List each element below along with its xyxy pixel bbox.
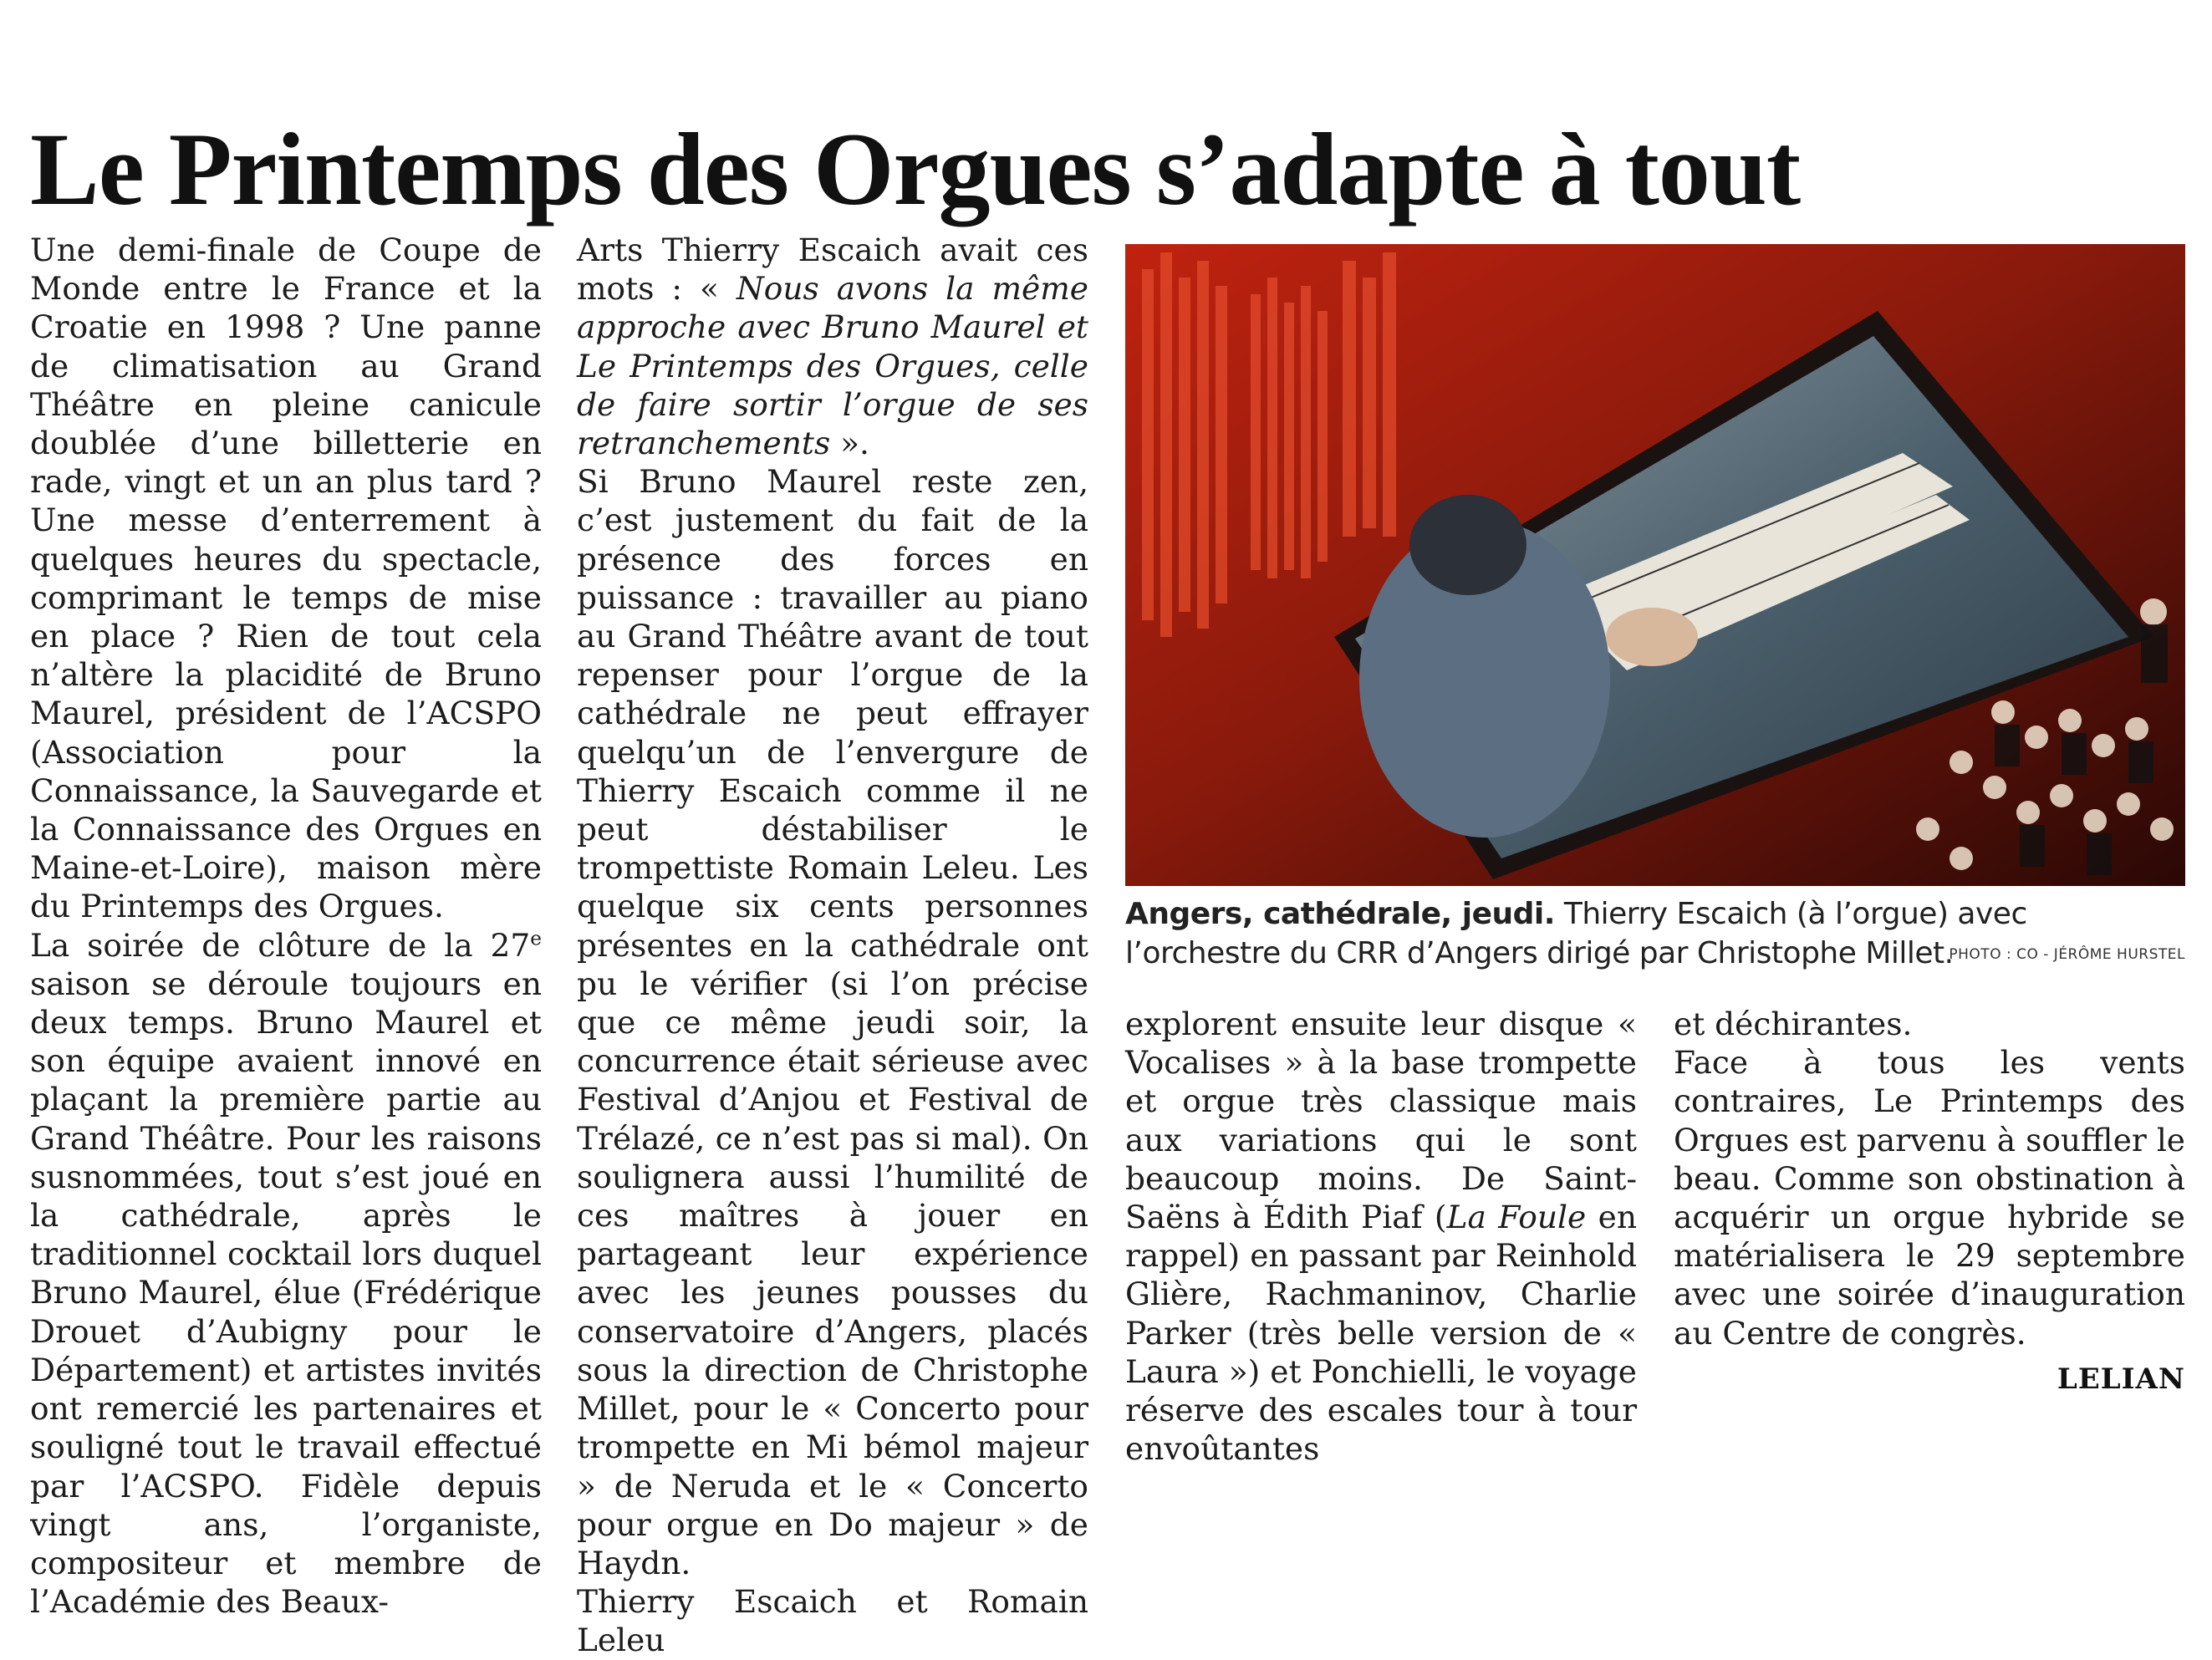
caption-text: Thierry Escaich (à l’orgue) avec l’orchestre du CRR d’Angers dirigé par Christophe Millet. xyxy=(1125,897,2027,970)
paragraph: et déchirantes. xyxy=(1674,1006,1913,1042)
text-run: ». xyxy=(830,425,869,462)
text-run: Arts Thierry Escaich avait ces mots : « xyxy=(577,232,1088,308)
paragraph: Thierry Escaich et Romain Leleu xyxy=(577,1583,1088,1659)
paragraph xyxy=(30,926,542,1622)
paragraph: Si Bruno Maurel reste zen, c’est justement du fait de la présence des forces en puissance : travailler au piano au Grand Théâtre avant de tout repenser pour l’orgue de la cathédrale ne peut effrayer quelqu’un de l’envergure de Thierry Escaich comme il ne peut déstabiliser le trompettiste Romain Leleu. Les quelque six cents personnes présentes en la cathédrale ont pu le vérifier (si l’on précise que ce même jeudi soir, la concurrence était sérieuse avec Festival d’Anjou et Festival de Trélazé, ce n’est pas si mal). On soulignera aussi l’humilité de ces maîtres à jouer en partageant leur expérience avec les jeunes pousses du conservatoire d’Angers, placés sous la direction de Christophe Millet, pour le « Concerto pour trompette en Mi bémol majeur » de Neruda et le « Concerto pour orgue en Do majeur » de Haydn. xyxy=(577,463,1088,1581)
paragraph: Face à tous les vents contraires, Le Printemps des Orgues est parvenu à souffler le beau. Comme son obstination à acquérir un orgue hybride se matérialisera le 29 septembre avec une soirée d’inauguration au Centre de congrès. xyxy=(1674,1044,2185,1352)
article-column-2 xyxy=(577,231,1088,1659)
superscript: e xyxy=(530,927,542,950)
paragraph xyxy=(1125,1005,1637,1468)
cathedral-photo xyxy=(1125,244,2185,886)
text-run: explorent ensuite leur disque « Vocalises » à la base trompette et orgue très classique mais aux variations qui le sont beaucoup moins. De Saint-Saëns à Édith Piaf ( xyxy=(1125,1006,1637,1236)
photo-credit: PHOTO : CO - JÉRÔME HURSTEL xyxy=(1949,946,2185,963)
text-run: La soirée de clôture de la 27 xyxy=(30,926,531,964)
song-title: La Foule xyxy=(1446,1199,1587,1236)
text-run: saison se déroule toujours en deux temps. Bruno Maurel et son équipe avaient innové en plaçant la première partie au Grand Théâtre. Pour les raisons susnommées, tout s’est joué en la cathédrale, après le traditionnel cocktail lors duquel Bruno Maurel, élue (Frédérique Drouet d’Aubigny pour le Département) et artistes invités ont remercié les partenaires et souligné tout le travail effectué par l’ACSPO. Fidèle depuis vingt ans, l’organiste, compositeur et membre de l’Académie des Beaux- xyxy=(30,965,542,1621)
article-column-3 xyxy=(1125,1005,1638,1468)
caption-lead: Angers, cathédrale, jeudi. xyxy=(1125,897,1555,931)
text-run: en rappel) en passant par Reinhold Glière, Rachmaninov, Charlie Parker (très belle version de « Laura ») et Ponchielli, le voyage réserve des escales tour à tour envoûtantes xyxy=(1125,1199,1638,1468)
concert-illustration xyxy=(1125,244,2185,886)
quote: Nous avons la même approche avec Bruno Maurel et Le Printemps des Orgues, celle de faire sortir l’orgue de ses retranchements xyxy=(577,270,1088,462)
paragraph: Une demi-finale de Coupe de Monde entre le France et la Croatie en 1998 ? Une panne de climatisation au Grand Théâtre en pleine canicule doublée d’une billetterie en rade, vingt et un an plus tard ? Une messe d’enterrement à quelques heures du spectacle, comprimant le temps de mise en place ? Rien de tout cela n’altère la placidité de Bruno Maurel, président de l’ACSPO (Association pour la Connaissance, la Sauvegarde et la Connaissance des Orgues en Maine-et-Loire), maison mère du Printemps des Orgues. xyxy=(30,232,542,925)
author-signature: LELIAN xyxy=(2057,1362,2185,1396)
article-column-4 xyxy=(1674,1005,2185,1406)
paragraph xyxy=(577,231,1088,462)
article-headline: Le Printemps des Orgues s’adapte à tout xyxy=(30,112,1801,227)
article-column-1 xyxy=(30,231,542,1621)
